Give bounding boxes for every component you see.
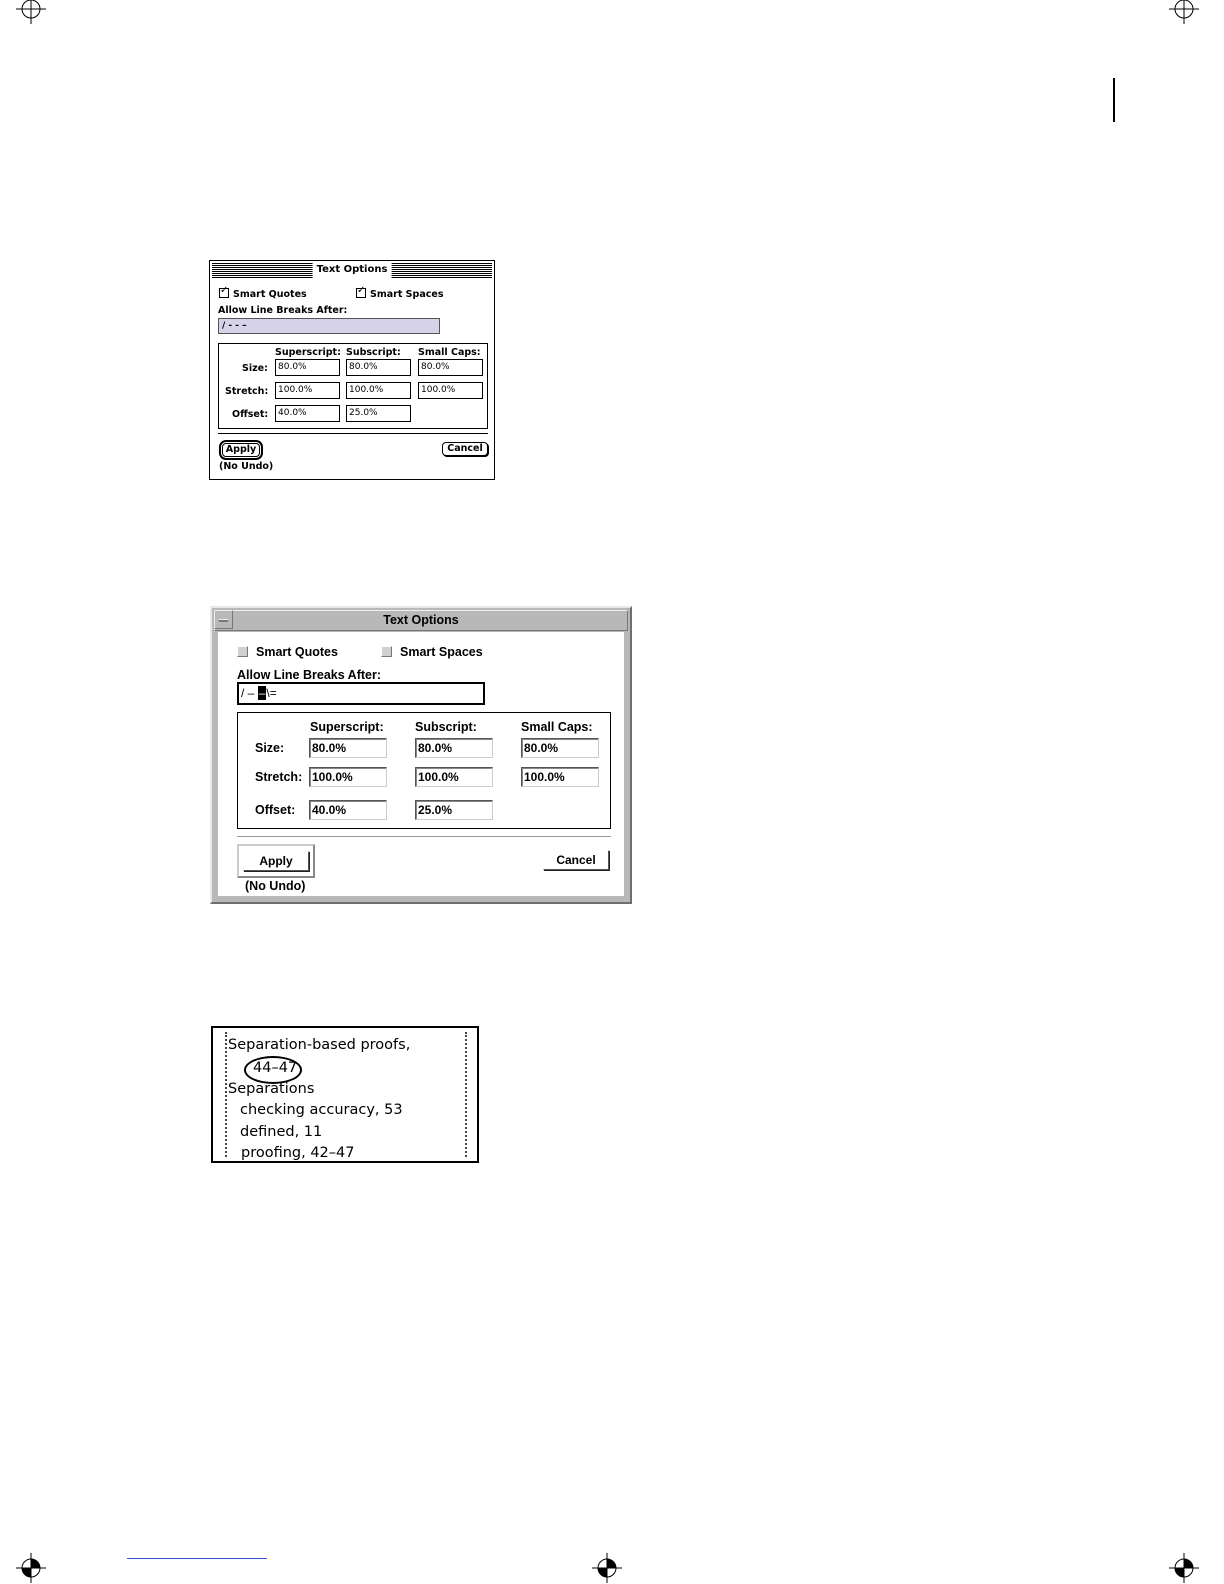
mac-smart-quotes-checkbox[interactable] xyxy=(219,288,307,300)
win-cancel-button[interactable]: Cancel xyxy=(543,850,609,870)
index-entry: Separations xyxy=(228,1081,315,1097)
win-client-area xyxy=(218,632,624,896)
registration-mark-bottom-left xyxy=(16,1553,46,1583)
win-smart-quotes-box-icon xyxy=(237,646,248,657)
win-subscript-stretch-input[interactable]: 100.0% xyxy=(415,767,493,787)
mac-small-caps-stretch-input[interactable]: 100.0% xyxy=(418,382,483,399)
footer-rule xyxy=(127,1558,267,1559)
mac-col-small-caps: Small Caps: xyxy=(418,347,481,358)
mac-col-superscript: Superscript: xyxy=(275,347,341,358)
registration-mark-top-left xyxy=(16,0,46,24)
win-no-undo-note: (No Undo) xyxy=(245,879,306,893)
mac-smart-spaces-label: Smart Spaces xyxy=(370,289,444,300)
win-apply-button[interactable]: Apply xyxy=(243,851,309,871)
registration-mark-bottom-right xyxy=(1169,1553,1199,1583)
win-small-caps-stretch-input[interactable]: 100.0% xyxy=(521,767,599,787)
win-small-caps-size-input[interactable]: 80.0% xyxy=(521,738,599,758)
registration-mark-bottom-center xyxy=(592,1553,622,1583)
win-smart-spaces-box-icon xyxy=(381,646,392,657)
registration-mark-top-right xyxy=(1169,0,1199,24)
win-col-subscript: Subscript: xyxy=(415,720,477,734)
win-subscript-size-input[interactable]: 80.0% xyxy=(415,738,493,758)
mac-row-stretch-label: Stretch: xyxy=(225,386,269,397)
index-subentry: checking accuracy, 53 xyxy=(240,1102,403,1118)
mac-subscript-offset-input[interactable]: 25.0% xyxy=(346,405,411,422)
left-margin-guide xyxy=(225,1032,227,1157)
win-smart-quotes-checkbox[interactable] xyxy=(237,645,338,659)
mac-row-size-label: Size: xyxy=(242,363,268,374)
index-subentry-page-range: 44–47 xyxy=(253,1060,298,1076)
mac-separator xyxy=(218,433,488,434)
mac-small-caps-size-input[interactable]: 80.0% xyxy=(418,359,483,376)
win-options-group xyxy=(237,712,611,829)
mac-options-group xyxy=(218,343,488,429)
win-col-superscript: Superscript: xyxy=(310,720,384,734)
win-smart-quotes-label: Smart Quotes xyxy=(256,645,338,659)
win-line-breaks-label: Allow Line Breaks After: xyxy=(237,668,382,682)
win-row-stretch-label: Stretch: xyxy=(255,770,303,784)
mac-row-offset-label: Offset: xyxy=(232,409,269,420)
mac-text-options-dialog xyxy=(209,260,495,480)
right-margin-guide xyxy=(465,1032,467,1157)
win-smart-spaces-label: Smart Spaces xyxy=(400,645,483,659)
mac-superscript-size-input[interactable]: 80.0% xyxy=(275,359,340,376)
win-line-breaks-input[interactable] xyxy=(237,682,485,705)
mac-no-undo-note: (No Undo) xyxy=(219,461,274,472)
mac-smart-spaces-check-icon xyxy=(356,288,366,298)
win-subscript-offset-input[interactable]: 25.0% xyxy=(415,800,493,820)
win-title-bar[interactable] xyxy=(214,610,628,631)
win-col-small-caps: Small Caps: xyxy=(521,720,593,734)
mac-line-breaks-label: Allow Line Breaks After: xyxy=(218,305,348,316)
win-text-options-dialog xyxy=(210,606,632,904)
index-sample-box xyxy=(211,1026,479,1163)
mac-superscript-stretch-input[interactable]: 100.0% xyxy=(275,382,340,399)
win-line-breaks-text: / – xyxy=(241,686,258,700)
mac-apply-button[interactable]: Apply xyxy=(222,443,260,457)
index-entry: Separation-based proofs, xyxy=(228,1037,411,1053)
mac-smart-quotes-check-icon xyxy=(219,288,229,298)
mac-smart-spaces-checkbox[interactable] xyxy=(356,288,443,300)
win-smart-spaces-checkbox[interactable] xyxy=(381,645,483,659)
win-row-offset-label: Offset: xyxy=(255,803,296,817)
win-row-size-label: Size: xyxy=(255,741,285,755)
mac-line-breaks-input[interactable]: / - - – xyxy=(218,318,440,334)
index-subentry: defined, 11 xyxy=(240,1124,323,1140)
system-menu-icon[interactable] xyxy=(214,610,233,629)
win-line-breaks-text-end: \= xyxy=(266,686,277,700)
mac-title-bar[interactable] xyxy=(212,263,492,278)
mac-cancel-button[interactable]: Cancel xyxy=(442,442,488,456)
mac-subscript-size-input[interactable]: 80.0% xyxy=(346,359,411,376)
mac-smart-quotes-label: Smart Quotes xyxy=(233,289,307,300)
mac-superscript-offset-input[interactable]: 40.0% xyxy=(275,405,340,422)
win-superscript-stretch-input[interactable]: 100.0% xyxy=(309,767,387,787)
win-dialog-title: Text Options xyxy=(383,613,459,627)
mac-dialog-title: Text Options xyxy=(313,262,392,278)
win-superscript-size-input[interactable]: 80.0% xyxy=(309,738,387,758)
mac-subscript-stretch-input[interactable]: 100.0% xyxy=(346,382,411,399)
change-bar xyxy=(1113,78,1115,122)
win-separator xyxy=(237,836,611,840)
mac-col-subscript: Subscript: xyxy=(346,347,401,358)
index-subentry: proofing, 42–47 xyxy=(241,1145,355,1161)
win-line-breaks-selection: – xyxy=(258,686,266,700)
win-superscript-offset-input[interactable]: 40.0% xyxy=(309,800,387,820)
